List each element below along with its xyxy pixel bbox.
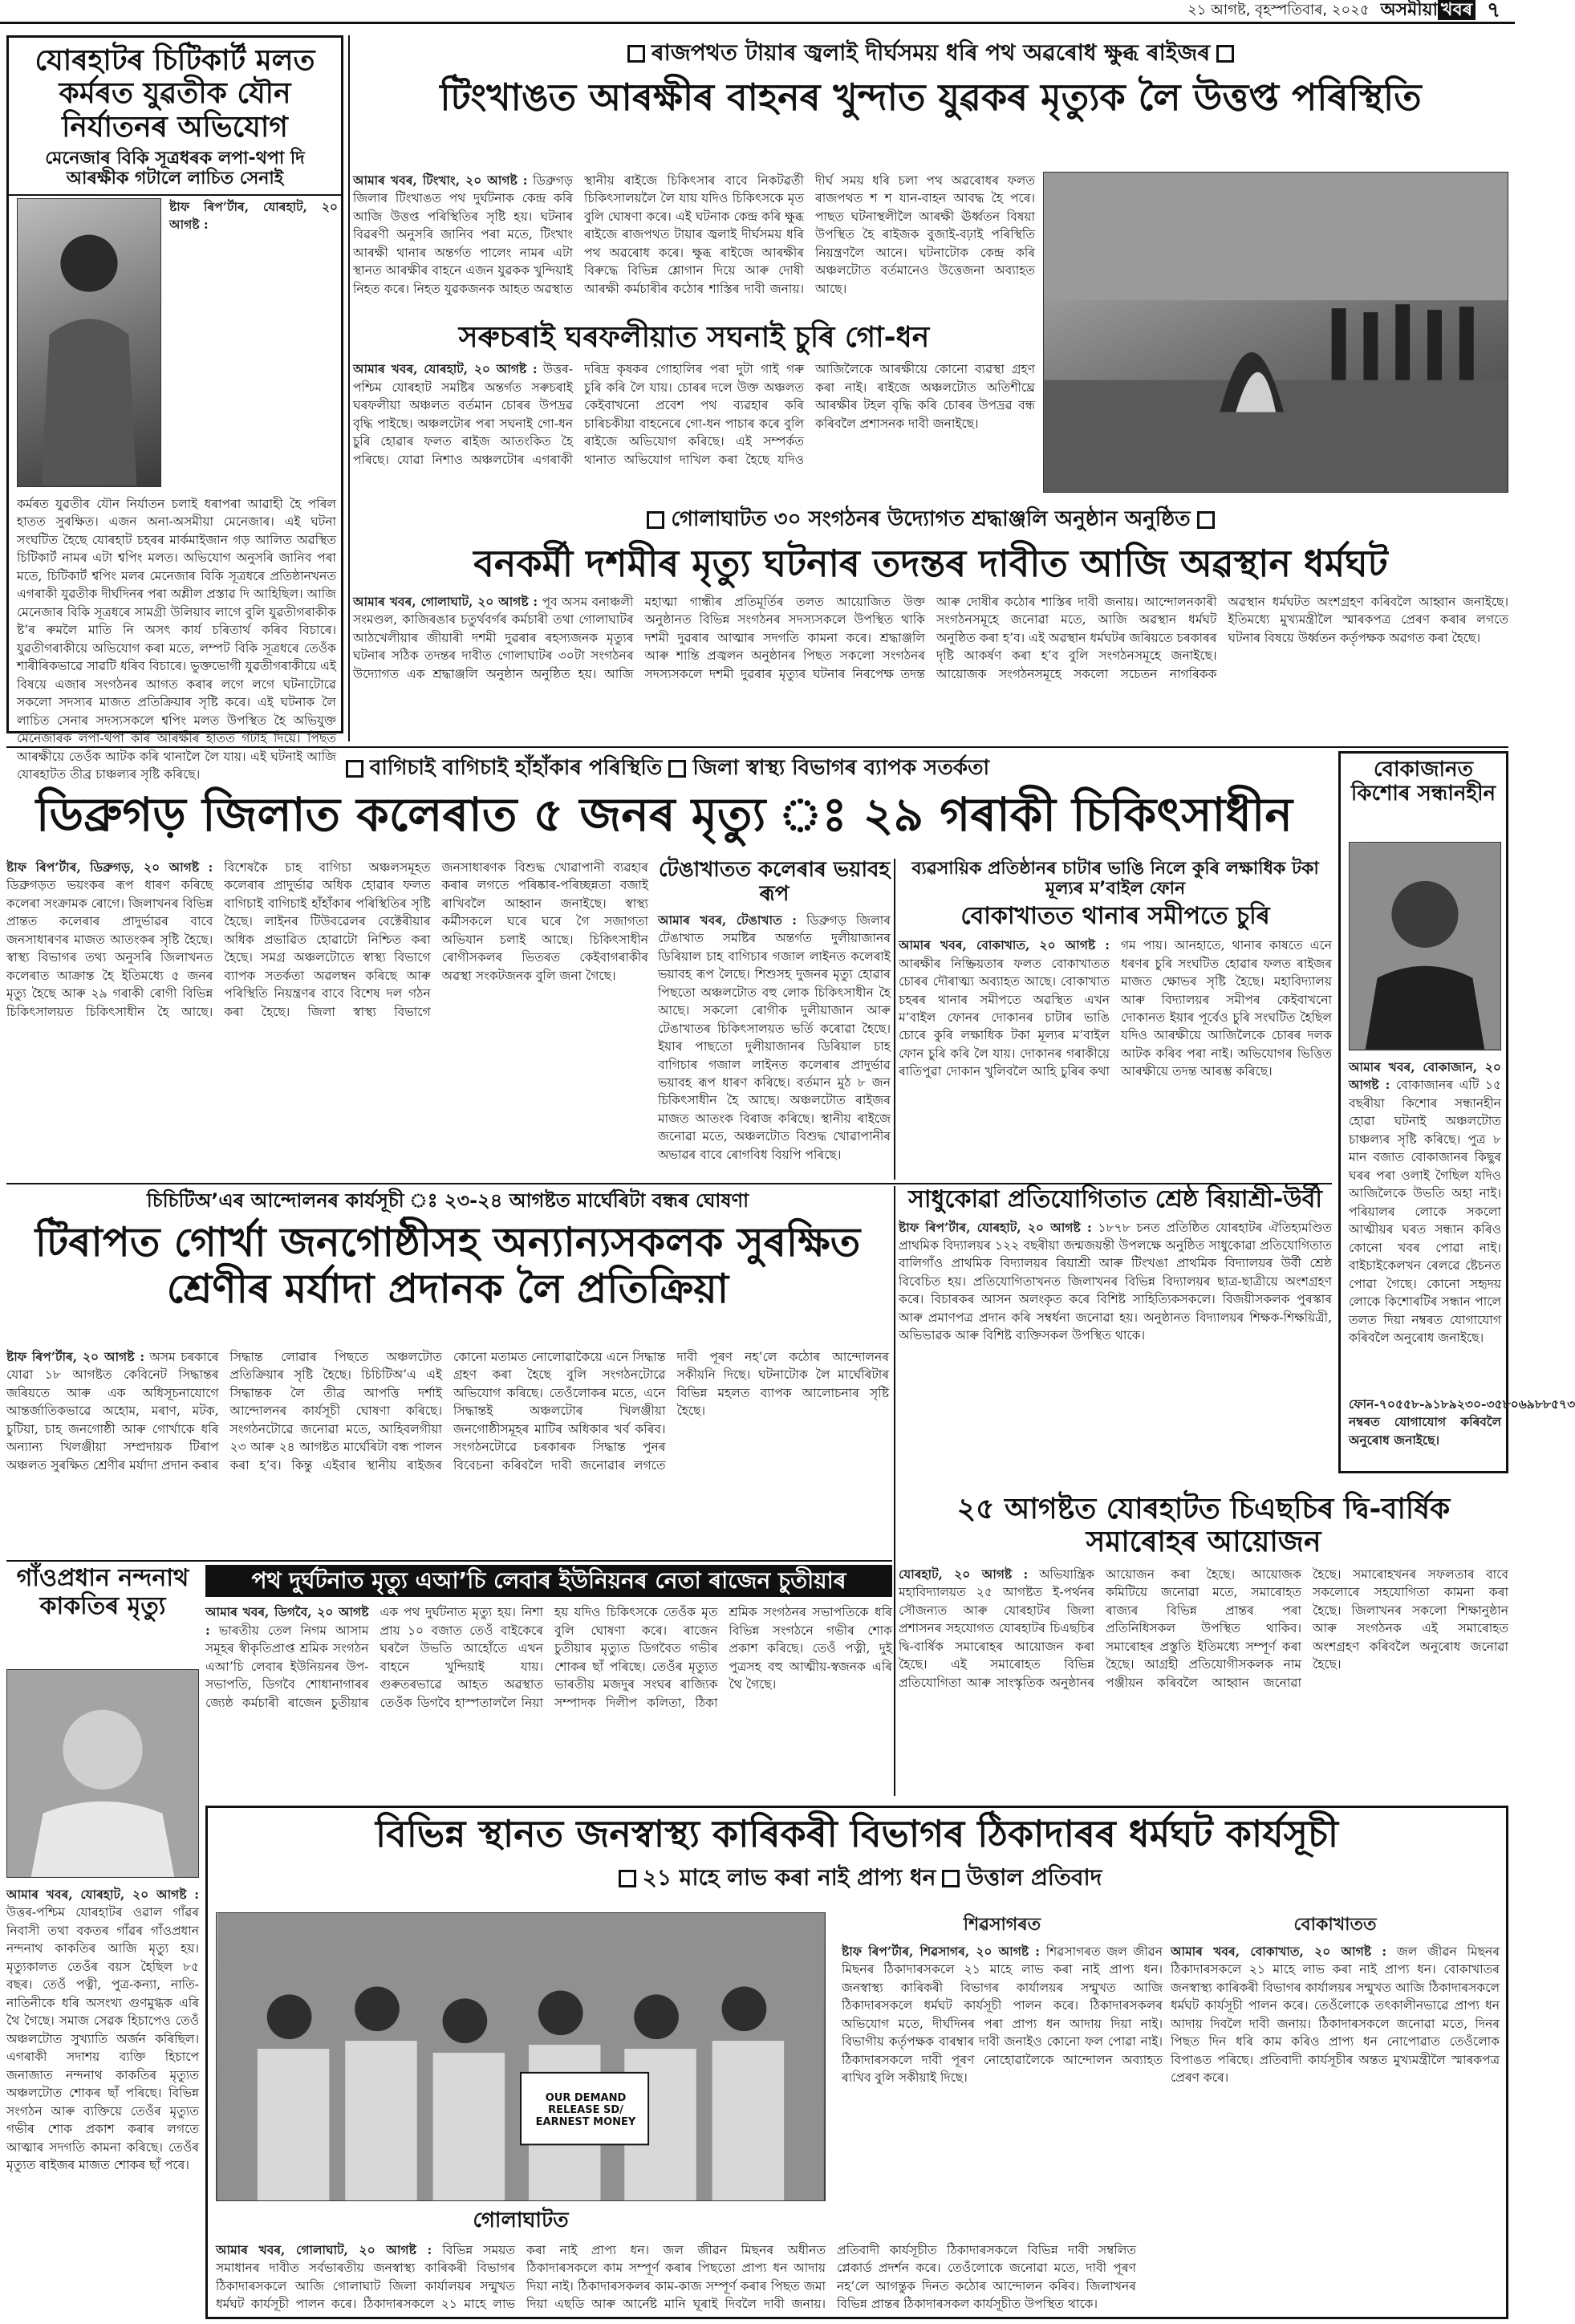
body-mobile: আমাৰ খবৰ, বোকাখাত, ২০ আগষ্ট : আৰক্ষীৰ নিষ্ক্ৰিয়তাৰ ফলত বোকাখাতত চোৰৰ দৌৰাত্ম্য অব্যাহত আছে। বোকাখাত চহৰৰ থানাৰ সমীপতে অৱস্থিত এখন ম’বাইল ফোনৰ দোকানৰ চাটাৰ ভাঙি চোৰে কুৰি লক্ষাধিক টকা মূল্যৰ ম’বাইল ফোন চুৰি কৰি লৈ যায়। দোকানৰ গৰাকীয়ে ৰাতিপুৱা দোকান খুলিবলৈ আহি চুৰিৰ কথা গম পায়। আনহাতে, থানাৰ কাষতে এনে ধৰণৰ চুৰি সংঘটিত হোৱাৰ ফলত ৰাইজৰ মাজত ক্ষোভৰ সৃষ্টি হৈছে। মহাবিদ্যালয় আৰু বিদ্যালয়ৰ সমীপৰ কেইবাখনো দোকানত ইয়াৰ পূৰ্বেও চুৰি সংঘটিত হৈছিল যদিও আৰক্ষীয়ে আজিলৈকে চোৰৰ দলক আটক কৰিব পৰা নাই। অভিযোগৰ ভিত্তিত আৰক্ষীয়ে তদন্ত আৰম্ভ কৰিছে। (899, 937, 1332, 1079)
divider (348, 35, 350, 741)
headline-tingkhang: টিংখাঙত আৰক্ষীৰ বাহনৰ খুন্দাত যুৱকৰ মৃত্যুক লৈ উত্তপ্ত পৰিস্থিতি (440, 75, 1422, 119)
divider (6, 746, 1508, 748)
checkbox-bullet-icon (619, 1870, 636, 1887)
story-forest (353, 502, 1508, 743)
body-cholera: ষ্টাফ ৰিপ’ৰ্টাৰ, ডিব্ৰুগড়, ২০ আগষ্ট : ডিব্ৰুগড়ত ভয়ংকৰ ৰূপ ধাৰণ কৰিছে কলেৰা সংক্ৰামক ৰোগে। জিলাখনৰ বিভিন্ন প্ৰান্তত কলেৰাৰ প্ৰাদুৰ্ভাৱৰ বাবে জনসাধাৰণৰ মাজত আতংকৰ সৃষ্টি হৈছে। স্বাস্থ্য বিভাগৰ তথ্য অনুসৰি জিলাখনত কলেৰাত আক্ৰান্ত হৈ ইতিমধ্যে ৫ জনৰ মৃত্যু হৈছে আৰু ২৯ গৰাকী ৰোগী বিভিন্ন চিকিৎসালয়ত চিকিৎসাধীন হৈ আছে। বিশেষকৈ চাহ বাগিচা অঞ্চলসমূহত কলেৰাৰ প্ৰাদুৰ্ভাৱ অধিক হোৱাৰ ফলত বাগিচাই বাগিচাই হাঁহাঁকাৰ পৰিস্থিতিৰ সৃষ্টি হৈছে। লাইনৰ টিউবৱেলৰ বেক্টেৰীয়াৰ অধিক প্ৰভাৱিত হোৱাটো নিশ্চিত কৰা হৈছে। সমগ্ৰ অঞ্চলটোতে স্বাস্থ্য বিভাগে ব্যাপক সতৰ্কতা অৱলম্বন কৰিছে আৰু পৰিস্থিতি নিয়ন্ত্ৰণৰ বাবে বিশেষ দল গঠন কৰা হৈছে। জিলা স্বাস্থ্য বিভাগে জনসাধাৰণক বিশুদ্ধ খোৱাপানী ব্যৱহাৰ কৰাৰ লগতে পৰিষ্কাৰ-পৰিচ্ছন্নতা বজাই ৰাখিবলৈ আহ্বান জনাইছে। স্বাস্থ্য কৰ্মীসকলে ঘৰে ঘৰে গৈ সজাগতা অভিযান চলাই আছে। চিকিৎসাধীন ৰোগীসকলৰ ভিতৰত কেইবাগৰাকীৰ অৱস্থা সংকটজনক বুলি জনা গৈছে। (6, 859, 648, 1019)
photo-jorhat-accused (17, 198, 161, 487)
headline-jorhat: যোৰহাটৰ চিটিকাৰ্ট মলত কৰ্মৰত যুৱতীক যৌন নিৰ্যাতনৰ অভিযোগ (35, 44, 315, 144)
caption-golaghat: গোলাঘাটত (473, 2208, 569, 2233)
story-sadhukora (899, 1186, 1332, 1491)
subheads-phed: ২১ মাহে লাভ কৰা নাই প্ৰাপ্য ধন উত্তাল প্ৰতিবাদ (208, 1860, 1506, 1898)
elderly-man-portrait-icon (7, 1670, 198, 1877)
story-theft (353, 321, 1035, 498)
body-jorhat: কৰ্মৰত যুৱতীৰ যৌন নিৰ্যাতন চলাই ধৰাপৰা আৱাহী হৈ পৰিল হাতত সুৰক্ষিত। এজন অনা-অসমীয়া মেনেজাৰ। এই ঘটনা সংঘটিত হৈছে যোৰহাট চহৰৰ মাৰ্কমাইজান গড় আলিত অৱস্থিত চিটিকাৰ্ট নামৰ এটা শ্বপিং মলত। অভিযোগ অনুসৰি জানিব পৰা মতে, চিটিকাৰ্ট শ্বপিং মলৰ মেনেজাৰ বিকি সূত্ৰধৰে প্ৰতিষ্ঠানখনত এগৰাকী যুৱতীক দীৰ্ঘদিনৰ পৰা অশ্লীল প্ৰস্তাৱ দি আহিছিল। আজি মেনেজাৰ বিকি সূত্ৰধৰে সামগ্ৰী উলিয়াব লাগে বুলি যুৱতীগৰাকীক ষ্ট’ৰ ৰুমলৈ মাতি নি অসৎ কাৰ্য চৰিতাৰ্থ কৰিব বিচাৰে। যুৱতীগৰাকীয়ে অভিযোগ কৰা মতে, লম্পট বিকি সূত্ৰধৰে তেওঁক শাৰীৰিকভাৱে সাৱটি ধৰিব বিচাৰে। ভুক্তভোগী যুৱতীগৰাকীয়ে এই বিষয়ে এজাৰ সংগঠনৰ আগত কৰাৰ লগে লগে ঘটনাটোৱে সকলো সদস্যৰ মাজত প্ৰতিক্ৰিয়াৰ সৃষ্টি কৰে। এই ঘটনাক লৈ লাচিত সেনাৰ সদস্যসকলে শ্বপিং মলত উপস্থিত হৈ অভিযুক্ত মেনেজাৰক লপা-থপা কৰি আৰক্ষীৰ হাতত গটাই দিয়ে। পিছত আৰক্ষীয়ে তেওঁক আটক কৰি থানালৈ লৈ যায়। এই ঘটনাই আজি যোৰহাটত তীব্ৰ চাঞ্চল্যৰ সৃষ্টি কৰিছে। (17, 497, 336, 782)
photo-gaonbura (6, 1669, 199, 1878)
headline-forest: বনকৰ্মী দশমীৰ মৃত্যু ঘটনাৰ তদন্তৰ দাবীত আজি অৱস্থান ধৰ্মঘট (473, 542, 1388, 585)
photo-missing-boy (1349, 842, 1501, 1050)
story-mobile (899, 859, 1332, 1180)
boy-portrait-icon (1350, 843, 1500, 1050)
headline-phed: বিভিন্ন স্থানত জনস্বাস্থ্য কাৰিকৰী বিভাগৰ ঠিকাদাৰৰ ধৰ্মঘট কাৰ্যসূচী (375, 1812, 1339, 1855)
checkbox-bullet-icon (627, 45, 645, 63)
headline-cschs: ২৫ আগষ্টত যোৰহাটত চিএছচিৰ দ্বি-বাৰ্ষিক সমাৰোহৰ আয়োজন (956, 1493, 1451, 1559)
headline-gaonbura: গাঁওপ্ৰধান নন্দনাথ কাকতিৰ মৃত্যু (16, 1564, 189, 1620)
page-number: ৭ (1487, 0, 1500, 22)
checkbox-bullet-icon (647, 511, 664, 529)
issue-date: ২১ আগষ্ট, বৃহস্পতিবাৰ, ২০২৫ (1187, 2, 1370, 18)
checkbox-bullet-icon (1216, 45, 1234, 63)
body-cschs: যোৰহাট, ২০ আগষ্ট : অভিযান্ত্ৰিক মহাবিদ্যালয়ত ২৫ আগষ্টত ই-পৰ্থনৰ সৌজন্যত আৰু যোৰহাটৰ জিলা প্ৰশাসনৰ সহযোগত যোৰহাটৰ চিএছচিৰ দ্বি-বাৰ্ষিক সমাৰোহৰ আয়োজন কৰা হৈছে। এই সমাৰোহত বিভিন্ন প্ৰতিযোগিতা আৰু সাংস্কৃতিক অনুষ্ঠানৰ আয়োজন কৰা হৈছে। আয়োজক কমিটিয়ে জনোৱা মতে, সমাৰোহত ৰাজ্যৰ বিভিন্ন প্ৰান্তৰ পৰা প্ৰতিনিধিসকল উপস্থিত থাকিব। সমাৰোহৰ প্ৰস্তুতি ইতিমধ্যে সম্পূৰ্ণ কৰা হৈছে। আগ্ৰহী প্ৰতিযোগীসকলক নাম পঞ্জীয়ন কৰিবলৈ আহ্বান জনোৱা হৈছে। সমাৰোহখনৰ সফলতাৰ বাবে সকলোৰে সহযোগিতা কামনা কৰা হৈছে। জিলাখনৰ সকলো শিক্ষানুষ্ঠান আৰু সংগঠনক এই সমাৰোহত অংশগ্ৰহণ কৰিবলৈ অনুৰোধ জনোৱা হৈছে। (899, 1566, 1508, 1690)
headline-theft: সৰুচৰাই ঘৰফলীয়াত সঘনাই চুৰি গো-ধন (458, 321, 930, 354)
kicker-tingkhang: ৰাজপথত টায়াৰ জ্বলাই দীৰ্ঘসময় ধৰি পথ অৱৰোধ ক্ষুব্ধ ৰাইজৰ (353, 35, 1508, 73)
person-silhouette-icon (18, 199, 160, 486)
headline-cholera: ডিব্ৰুগড় জিলাত কলেৰাত ৫ জনৰ মৃত্যু ঃ ২৯ গৰাকী চিকিৎসাধীন (35, 787, 1293, 842)
story-missing (1338, 751, 1575, 1473)
checkbox-bullet-icon (1197, 511, 1215, 529)
body-forest: আমাৰ খবৰ, গোলাঘাট, ২০ আগষ্ট : পূব অসম বনাঞ্চলী সংমণ্ডল, কাজিৰঙাৰ চতুৰ্থবৰ্গৰ কৰ্মচাৰী তথা গোলাঘাটৰ আঠখেলীয়াৰ জীয়াৰী দশমী দুৱৰাৰ ৰহস্যজনক মৃত্যুৰ ঘটনাৰ সঠিক তদন্তৰ দাবীত গোলাঘাটৰ ৩০টা সংগঠনৰ উদ্যোগত এক শ্ৰদ্ধাঞ্জলি অনুষ্ঠান অনুষ্ঠিত হয়। আজি মহাত্মা গান্ধীৰ প্ৰতিমূৰ্তিৰ তলত আয়োজিত উক্ত অনুষ্ঠানত বিভিন্ন সংগঠনৰ সদস্যসকলে উপস্থিত থাকি দশমী দুৱৰাৰ আত্মাৰ সদগতি কামনা কৰে। শ্ৰদ্ধাঞ্জলি আৰু শান্তি প্ৰজ্বলন অনুষ্ঠানৰ পিছত সকলো সংগঠনৰ সদস্যসকলে দশমী দুৱৰাৰ মৃত্যুৰ ঘটনাৰ নিৰপেক্ষ তদন্ত আৰু দোষীৰ কঠোৰ শাস্তিৰ দাবী জনায়। আন্দোলনকাৰী সংগঠনসমূহে জনোৱা মতে, আজি অৱস্থান ধৰ্মঘট অনুষ্ঠিত কৰা হ’ব। এই অৱস্থান ধৰ্মঘটৰ জৰিয়তে চৰকাৰৰ দৃষ্টি আকৰ্ষণ কৰা হ’ব বুলি সংগঠনসমূহে জনাইছে। আয়োজক সংগঠনসমূহে সকলো সচেতন নাগৰিকক অৱস্থান ধৰ্মঘটত অংশগ্ৰহণ কৰিবলৈ আহ্বান জনাইছে। ইতিমধ্যে মুখ্যমন্ত্ৰীলৈ স্মাৰকপত্ৰ প্ৰেৰণ কৰাৰ লগতে ঘটনাৰ বিষয়ে উৰ্ধ্বতন কৰ্তৃপক্ষক অৱগত কৰা হৈছে। (353, 593, 1508, 681)
headline-missing: বোকাজানত কিশোৰ সন্ধানহীন (1350, 758, 1496, 806)
divider (894, 859, 895, 1180)
checkbox-bullet-icon (942, 1870, 960, 1887)
body-rajen: আমাৰ খবৰ, ডিগবৈ, ২০ আগষ্ট : ভাৰতীয় তেল নিগম আসাম সমূহৰ স্বীকৃতিপ্ৰাপ্ত শ্ৰমিক সংগঠন এআ’চি লেবাৰ ইউনিয়নৰ উপ-সভাপতি, ডিগবৈ শোধানাগাৰৰ জ্যেষ্ঠ কৰ্মচাৰী ৰাজেন চুতীয়াৰ এক পথ দুৰ্ঘটনাত মৃত্যু হয়। নিশা প্ৰায় ১০ বজাত তেওঁ বাইকেৰে ঘৰলৈ উভতি আহোঁতে এখন বাহনে খুন্দিয়াই যায়। গুৰুতৰভাৱে আহত অৱস্থাত তেওঁক ডিগবৈ হাস্পতাললৈ নিয়া হয় যদিও চিকিৎসকে তেওঁক মৃত বুলি ঘোষণা কৰে। ৰাজেন চুতীয়াৰ মৃত্যুত ডিগবৈত গভীৰ শোকৰ ছাঁ পৰিছে। তেওঁৰ মৃত্যুত ভাৰতীয় মজদুৰ সংঘৰ ৰাজ্যিক সম্পাদক দিলীপ কলিতা, ঠিকা শ্ৰমিক সংগঠনৰ সভাপতিকে ধৰি বিভিন্ন সংগঠনে গভীৰ শোক প্ৰকাশ কৰিছে। তেওঁ পত্নী, দুই পুত্ৰসহ বহু আত্মীয়-স্বজনক এৰি থৈ গৈছে। (205, 1604, 892, 1710)
story-jorhat (6, 35, 343, 782)
checkbox-bullet-icon (668, 760, 686, 778)
photo-phed-protest (216, 1912, 826, 2201)
story-phed (205, 1806, 1508, 2319)
story-gaonbura (6, 1565, 199, 2319)
placard-sign: OUR DEMAND RELEASE SD/ EARNEST MONEY (535, 2091, 636, 2128)
headline-rajen: পথ দুৰ্ঘটনাত মৃত্যু এআ’চি লেবাৰ ইউনিয়নৰ নেতা ৰাজেন চুতীয়াৰ (205, 1565, 892, 1597)
body-sadhukora: ষ্টাফ ৰিপ’ৰ্টাৰ, যোৰহাট, ২০ আগষ্ট : ১৮৭৮ চনত প্ৰতিষ্ঠিত যোৰহাটৰ ঐতিহ্যমণ্ডিত প্ৰাথমিক বিদ্যালয়ৰ ১২২ বছৰীয়া জন্মজয়ন্তী উপলক্ষে অনুষ্ঠিত সাধুকোৱা প্ৰতিযোগিতাত বালিগাঁও প্ৰাথমিক বিদ্যালয়ৰ ৰিয়াশ্ৰী আৰু টিংখঙা প্ৰাথমিক বিদ্যালয়ৰ উৰ্বী শ্ৰেষ্ঠ বিবেচিত হয়। প্ৰতিযোগিতাখনত জিলাখনৰ বিভিন্ন বিদ্যালয়ৰ ছাত্ৰ-ছাত্ৰীয়ে অংশগ্ৰহণ কৰে। বিচাৰকৰ আসন অলংকৃত কৰে বিশিষ্ট সাহিত্যিকসকলে। বিজয়ীসকলক পুৰস্কাৰ আৰু প্ৰমাণপত্ৰ প্ৰদান কৰি সম্বৰ্ধনা জনোৱা হয়। অনুষ্ঠানত বিদ্যালয়ৰ শিক্ষক-শিক্ষয়িত্ৰী, অভিভাৱক আৰু বিশিষ্ট ব্যক্তিসকল উপস্থিত থাকে। (899, 1219, 1332, 1343)
divider (894, 1186, 895, 1796)
story-rajen (205, 1565, 892, 1798)
divider (6, 1183, 1332, 1184)
headline-sadhukora: সাধুকোৱা প্ৰতিযোগিতাত শ্ৰেষ্ঠ ৰিয়াশ্ৰী-উৰ্বী (908, 1185, 1322, 1213)
body-phed-sivasagar: শিৱসাগৰত ষ্টাফ ৰিপ’ৰ্টাৰ, শিৱসাগৰ, ২০ আগষ্ট : শিৱসাগৰত জল জীৱন মিছনৰ ঠিকাদাৰসকলে ২১ মাহে লাভ কৰা নাই প্ৰাপ্য ধন। জনস্বাস্থ্য কাৰিকৰী বিভাগৰ কাৰ্যালয়ৰ সন্মুখত আজি ঠিকাদাৰসকলে ধৰ্মঘট কাৰ্যসূচী পালন কৰে। ঠিকাদাৰসকলৰ অভিযোগ মতে, দীৰ্ঘদিনৰ পৰা প্ৰাপ্য ধন আদায় দিয়া নাই। বিভাগীয় কৰ্তৃপক্ষক বাৰম্বাৰ দাবী জনাইও কোনো ফল পোৱা নাই। ঠিকাদাৰসকলে দাবী পূৰণ নোহোৱালৈকে আন্দোলন অব্যাহত ৰাখিব বুলি সকীয়াই দিছে। (842, 1914, 1163, 2086)
body-missing: আমাৰ খবৰ, বোকাজান, ২০ আগষ্ট : বোকাজানৰ এটি ১৫ বছৰীয়া কিশোৰ সন্ধানহীন হোৱা ঘটনাই অঞ্চলটোত চাঞ্চল্যৰ সৃষ্টি কৰিছে। পুত্ৰ ৮ মান বজাত বোকাজানৰ কিছুৰ ঘৰৰ পৰা ওলাই গৈছিল যদিও আজিলৈকে উভতি অহা নাই। পৰিয়ালৰ লোকে সকলো আত্মীয়ৰ ঘৰত সন্ধান কৰিও কোনো খবৰ পোৱা নাই। বাইচাইকেলখন ৰেলৱে ষ্টেচনত পোৱা গৈছে। কোনো সহৃদয় লোকে কিশোৰটিৰ সন্ধান পালে তলত দিয়া নম্বৰত যোগাযোগ কৰিবলৈ অনুৰোধ জনাইছে। (1349, 1059, 1502, 1346)
story-tingkhang-header (353, 35, 1508, 119)
story-cschs (899, 1493, 1508, 1830)
body-jorhat-top: ষ্টাফ ৰিপ’ৰ্টাৰ, যোৰহাট, ২০ আগষ্ট : (169, 199, 338, 233)
phone-missing: ফোন-৭০৫৫৮-৯১৮৯২৩০-৩৫৮০৬৯৮৮৫৭৩ নম্বৰত যোগাযোগ কৰিবলৈ অনুৰোধ জনাইছে। (1349, 1396, 1575, 1448)
body-tengakhat: আমাৰ খবৰ, টেঙাখাত : ডিব্ৰুগড় জিলাৰ টেঙাখাত সমষ্টিৰ অন্তৰ্গত দুলীয়াজানৰ ডিৰিয়াল চাহ বাগিচাৰ গজাল লাইনত কলেৰাই ভয়াবহ ৰূপ লৈছে। শিশুসহ দুজনৰ মৃত্যু হোৱাৰ পিছতো অঞ্চলটোত বহু লোক চিকিৎসাধীন হৈ আছে। সকলো ৰোগীক দুলীয়াজান আৰু টেঙাখাতৰ চিকিৎসালয়ত ভৰ্তি কৰোৱা হৈছে। ইয়াৰ পাছতো দুলীয়াজানৰ ডিৰিয়াল চাহ বাগিচাৰ গজাল লাইনত কলেৰাৰ প্ৰাদুৰ্ভাৱ ভয়াবহ ৰূপ ধাৰণ কৰিছে। বৰ্তমান মুঠ ৮ জন চিকিৎসাধীন হৈ আছে। অঞ্চলটোত ৰাইজৰ মাজত আতংক বিৰাজ কৰিছে। স্থানীয় ৰাইজে জনোৱা মতে, অঞ্চলটোত বিশুদ্ধ খোৱাপানীৰ অভাৱৰ বাবে ৰোগবিধ বিয়পি পৰিছে। (658, 912, 891, 1162)
body-gorkha: ষ্টাফ ৰিপ’ৰ্টাৰ, ২০ আগষ্ট : অসম চৰকাৰে যোৱা ১৮ আগষ্টত কেবিনেট সিদ্ধান্তৰ জৰিয়তে আৰু এক অধিসূচনাযোগে আন্তৰ্জাতিকভাৱে অহোম, মৰাণ, মটক, চুটিয়া, চাহ জনগোষ্ঠী আৰু গোৰ্খাকে ধৰি অন্যান্য খিলঞ্জীয়া সম্প্ৰদায়ক টিৰাপ অঞ্চলত সুৰক্ষিত শ্ৰেণীৰ মৰ্যাদা প্ৰদান কৰাৰ সিদ্ধান্ত লোৱাৰ পিছতে অঞ্চলটোত প্ৰতিক্ৰিয়াৰ সৃষ্টি হৈছে। চিচিটিঅ’এ এই সিদ্ধান্তক লৈ তীব্ৰ আপত্তি দৰ্শাই আন্দোলনৰ কাৰ্যসূচী ঘোষণা কৰিছে। সংগঠনটোৱে জনোৱা মতে, আহিবলগীয়া ২৩ আৰু ২৪ আগষ্টত মাৰ্ঘেৰিটা বন্ধ পালন কৰা হ’ব। কিন্তু এইবাৰ স্থানীয় ৰাইজৰ কোনো মতামত নোলোৱাকৈয়ে এনে সিদ্ধান্ত গ্ৰহণ কৰা হৈছে বুলি সংগঠনটোৱে অভিযোগ কৰিছে। তেওঁলোকৰ মতে, এনে সিদ্ধান্তই অঞ্চলটোৰ খিলঞ্জীয়া জনগোষ্ঠীসমূহৰ মাটিৰ অধিকাৰ খৰ্ব কৰিব। সংগঠনটোৱে চৰকাৰক সিদ্ধান্ত পুনৰ বিবেচনা কৰিবলৈ দাবী জনোৱাৰ লগতে দাবী পূৰণ নহ’লে কঠোৰ আন্দোলনৰ সকীয়নি দিছে। ঘটনাটোক লৈ মাৰ্ঘেৰিটাৰ বিভিন্ন মহলত ব্যাপক আলোচনাৰ সৃষ্টি হৈছে। (6, 1349, 889, 1473)
story-tengakhat (658, 859, 891, 1180)
paper-name: অসমীয়া খবৰ (1381, 0, 1476, 26)
subhead-jorhat: মেনেজাৰ বিকি সূত্ৰধৰক লপা-থপা দি আৰক্ষীক গটালে লাচিত সেনাই (9, 147, 341, 196)
body-phed-bokakhat: বোকাখাতত আমাৰ খবৰ, বোকাখাত, ২০ আগষ্ট : জল জীৱন মিছনৰ ঠিকাদাৰসকলে ২১ মাহে লাভ কৰা নাই প্ৰাপ্য ধন। বোকাখাতৰ জনস্বাস্থ্য কাৰিকৰী বিভাগৰ কাৰ্যালয়ৰ সন্মুখত আজি ঠিকাদাৰসকলে ধৰ্মঘট কাৰ্যসূচী পালন কৰে। তেওঁলোকে তৎকালীনভাৱে প্ৰাপ্য ধন আদায় দিবলৈ দাবী জনায়। ঠিকাদাৰসকলে জনোৱা মতে, দিনৰ পিছত দিন ধৰি কাম কৰিও প্ৰাপ্য ধন নোপোৱাত তেওঁলোক বিপাঙত পৰিছে। প্ৰতিবাদী কাৰ্যসূচীৰ অন্তত মুখ্যমন্ত্ৰীলৈ স্মাৰকপত্ৰ প্ৰেৰণ কৰে। (1171, 1914, 1500, 2086)
photo-road-blockade (1043, 172, 1508, 493)
protest-crowd-icon (217, 1913, 825, 2200)
road-blockade-scene-icon (1044, 173, 1508, 492)
divider (6, 1560, 892, 1562)
masthead (0, 0, 1515, 24)
checkbox-bullet-icon (346, 760, 363, 778)
headline-gorkha: টিৰাপত গোৰ্খা জনগোষ্ঠীসহ অন্যান্যসকলক সুৰক্ষিত শ্ৰেণীৰ মৰ্যাদা প্ৰদানক লৈ প্ৰতিক্ৰিয়া (35, 1219, 861, 1312)
strip-alerts: বাগিচাই বাগিচাই হাঁহাঁকাৰ পৰিস্থিতি জিলা স্বাস্থ্য বিভাগৰ ব্যাপক সতৰ্কতা (6, 751, 1322, 786)
body-gaonbura: আমাৰ খবৰ, যোৰহাট, ২০ আগষ্ট : উত্তৰ-পশ্চিম যোৰহাটৰ ওৱাল গাঁৱৰ নিবাসী তথা বকতৰ গাঁৱৰ গাঁওপ্ৰধান নন্দনাথ কাকতিৰ আজি মৃত্যু হয়। মৃত্যুকালত তেওঁৰ বয়স হৈছিল ৮৫ বছৰ। তেওঁ পত্নী, পুত্ৰ-কন্যা, নাতি-নাতিনীকে ধৰি অসংখ্য গুণমুগ্ধক এৰি থৈ গৈছে। সমাজ সেৱক হিচাপেও তেওঁ অঞ্চলটোত সুখ্যাতি অৰ্জন কৰিছিল। এগৰাকী সদাশয় ব্যক্তি হিচাপে জনাজাত নন্দনাথ কাকতিৰ মৃত্যুত অঞ্চলটোত শোকৰ ছাঁ পৰিছে। বিভিন্ন সংগঠন আৰু ব্যক্তিয়ে তেওঁৰ মৃত্যুত গভীৰ শোক প্ৰকাশ কৰাৰ লগতে আত্মাৰ সদগতি কামনা কৰিছে। তেওঁৰ মৃত্যুত ৰাইজৰ মাজত শোকৰ ছাঁ পৰে। (6, 1887, 199, 2173)
headline-tengakhat: টেঙাখাতত কলেৰাৰ ভয়াবহ ৰূপ (658, 858, 891, 906)
kicker-forest: গোলাঘাটত ৩০ সংগঠনৰ উদ্যোগত শ্ৰদ্ধাঞ্জলি অনুষ্ঠান অনুষ্ঠিত (353, 502, 1508, 538)
kicker-gorkha: চিচিটিঅ’এৰ আন্দোলনৰ কাৰ্যসূচী ঃ ২৩-২৪ আগষ্টত মাৰ্ঘেৰিটা বন্ধৰ ঘোষণা (146, 1189, 749, 1212)
body-tingkhang: আমাৰ খবৰ, টিংখাং, ২০ আগষ্ট : ডিব্ৰুগড় জিলাৰ টিংখাঙত পথ দুৰ্ঘটনাক কেন্দ্ৰ কৰি আজি উত্তপ্ত পৰিস্থিতিৰ সৃষ্টি হয়। ঘটনাৰ বিৱৰণী অনুসৰি জানিব পৰা মতে, টিংখাং আৰক্ষী থানাৰ অন্তৰ্গত পালেং নামৰ এটা স্থানত আৰক্ষীৰ বাহনে এজন যুৱকক খুন্দিয়াই নিহত কৰে। নিহত যুৱকজনক আহত অৱস্থাত স্থানীয় ৰাইজে চিকিৎসাৰ বাবে নিকটৱৰ্তী চিকিৎসালয়লৈ লৈ যায় যদিও চিকিৎসকে মৃত বুলি ঘোষণা কৰে। এই ঘটনাক কেন্দ্ৰ কৰি ক্ষুব্ধ ৰাইজে ৰাজপথত টায়াৰ জ্বলাই দীৰ্ঘসময় ধৰি পথ অৱৰোধ কৰে। ক্ষুব্ধ ৰাইজে আৰক্ষীৰ বিৰুদ্ধে বিভিন্ন শ্লোগান দিয়ে আৰু দোষী আৰক্ষী কৰ্মচাৰীৰ কঠোৰ শাস্তিৰ দাবী জনায়। দীৰ্ঘ সময় ধৰি চলা পথ অৱৰোধৰ ফলত ৰাজপথত শ শ যান-বাহন আবদ্ধ হৈ পৰে। পাছত ঘটনাস্থলীলৈ আৰক্ষী ঊৰ্ধ্বতন বিষয়া উপস্থিত হৈ ৰাইজক বুজাই-বঢ়াই পৰিস্থিতি নিয়ন্ত্ৰণলৈ আনে। ঘটনাটোক কেন্দ্ৰ কৰি অঞ্চলটোত বৰ্তমানেও উত্তেজনা অব্যাহত আছে। (353, 173, 1035, 296)
body-theft: আমাৰ খবৰ, যোৰহাট, ২০ আগষ্ট : উত্তৰ-পশ্চিম যোৰহাট সমষ্টিৰ অন্তৰ্গত সৰুচৰাই ঘৰফলীয়া অঞ্চলত বৰ্তমান চোৰৰ উপদ্ৰৱ বৃদ্ধি পাইছে। অঞ্চলটোৰ পৰা সঘনাই গো-ধন চুৰি হোৱাৰ ফলত ৰাইজ আতংকিত হৈ পৰিছে। যোৱা নিশাও অঞ্চলটোৰ এগৰাকী দৰিদ্ৰ কৃষকৰ গোহালিৰ পৰা দুটা গাই গৰু চুৰি কৰি লৈ যায়। চোৰৰ দলে উক্ত অঞ্চলত কেইবাখনো প্ৰবেশ পথ ব্যৱহাৰ কৰি চাৰিচকীয়া বাহনেৰে গো-ধন পাচাৰ কৰে বুলি ৰাইজে অভিযোগ কৰিছে। এই সম্পৰ্কত থানাত অভিযোগ দাখিল কৰা হৈছে যদিও আজিলৈকে আৰক্ষীয়ে কোনো ব্যৱস্থা গ্ৰহণ কৰা নাই। ৰাইজে অঞ্চলটোত অতিশীঘ্ৰে আৰক্ষীৰ টহল বৃদ্ধি কৰি চোৰৰ উপদ্ৰৱ বন্ধ কৰিবলৈ প্ৰশাসনক দাবী জনাইছে। (353, 361, 1035, 467)
kicker-mobile: ব্যৱসায়িক প্ৰতিষ্ঠানৰ চাটাৰ ভাঙি নিলে কুৰি লক্ষাধিক টকা মূল্যৰ ম’বাইল ফোন (911, 859, 1319, 900)
headline-mobile: বোকাখাতত থানাৰ সমীপতে চুৰি (960, 901, 1270, 930)
body-phed-golaghat: আমাৰ খবৰ, গোলাঘাট, ২০ আগষ্ট : বিভিন্ন সময়ত সমাধানৰ দাবীত সৰ্বভাৰতীয় জনস্বাস্থ্য কাৰিকৰী বিভাগৰ ঠিকাদাৰসকলে আজি গোলাঘাট জিলা কাৰ্যালয়ৰ সন্মুখত ধৰ্মঘট কাৰ্যসূচী পালন কৰে। ঠিকাদাৰসকলে ২১ মাহে লাভ কৰা নাই প্ৰাপ্য ধন। জল জীৱন মিছনৰ অধীনত ঠিকাদাৰসকলে কাম সম্পূৰ্ণ কৰাৰ পিছতো প্ৰাপ্য ধন আদায় দিয়া নাই। ঠিকাদাৰসকলৰ কাম-কাজ সম্পূৰ্ণ কৰাৰ পিছত জমা দিয়া এছডি আৰু আৰ্নেষ্ট মানি ঘূৰাই দিবলৈ দাবী জনায়। প্ৰতিবাদী কাৰ্যসূচীত ঠিকাদাৰসকলে বিভিন্ন দাবী সম্বলিত প্লেকাৰ্ড প্ৰদৰ্শন কৰে। তেওঁলোকে জনোৱা মতে, দাবী পূৰণ নহ’লে আগন্তুক দিনত কঠোৰ আন্দোলন কৰিব। জিলাখনৰ বিভিন্ন প্ৰান্তৰ ঠিকাদাৰসকল কাৰ্যসূচীত উপস্থিত থাকে। (216, 2242, 1136, 2312)
